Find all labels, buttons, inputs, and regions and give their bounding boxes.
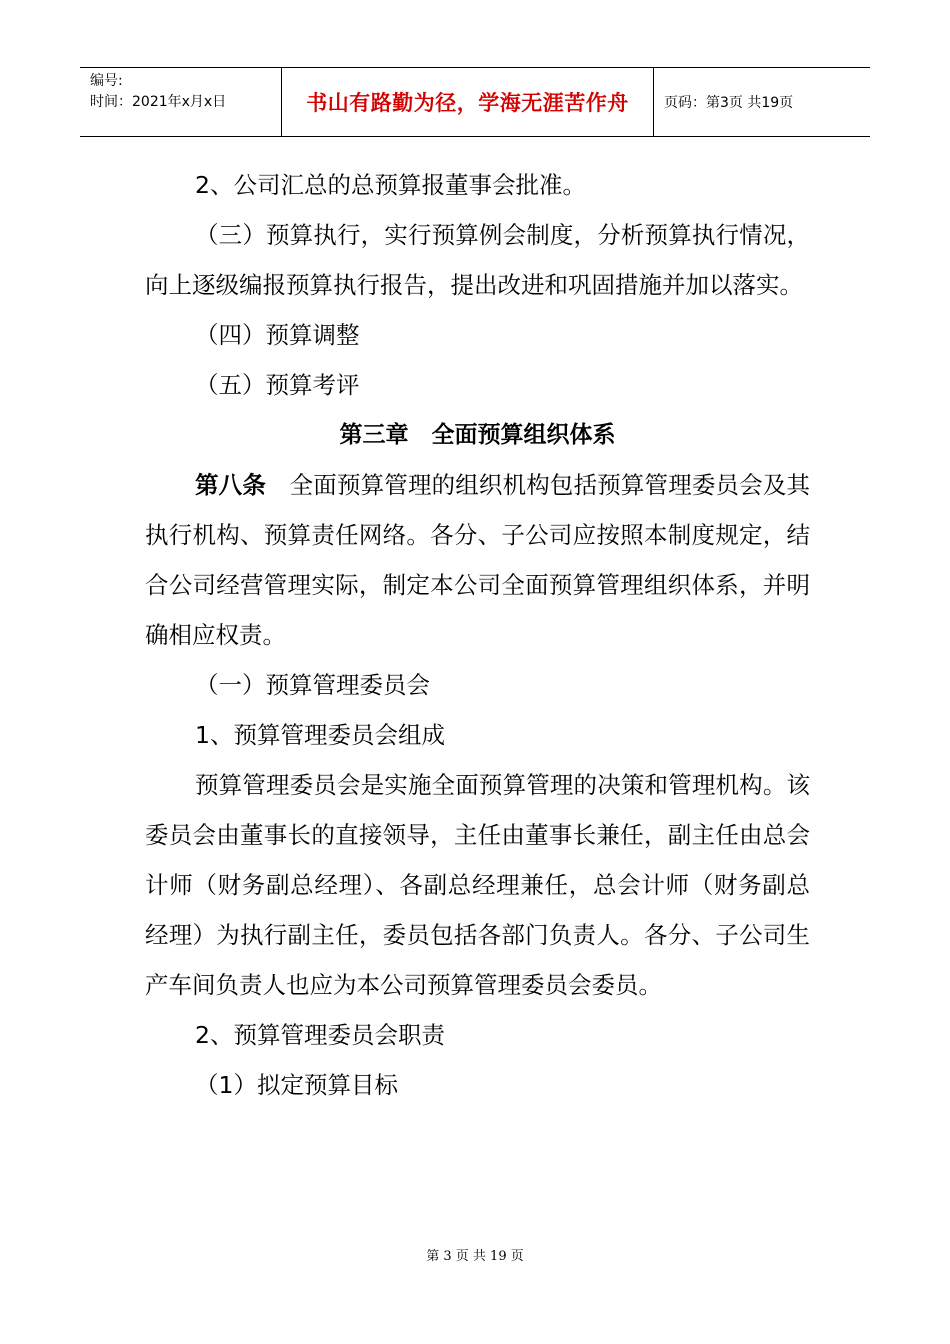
paragraph: （五）预算考评 <box>195 371 360 399</box>
header-motto: 书山有路勤为径，学海无涯苦作舟 <box>282 68 654 136</box>
paragraph: 预算管理委员会是实施全面预算管理的决策和管理机构。该委员会由董事长的直接领导，主任由董事长兼任，副主任由总会计师（财务副总经理）、各副总经理兼任，总会计师（财务副总经理）为执行副主任，委员包括各部门负责人。各分、子公司生产车间负责人也应为本公司预算管理委员会委员。 <box>145 771 810 999</box>
article-label: 第八条 <box>195 471 266 499</box>
paragraph: 1、预算管理委员会组成 <box>195 721 445 749</box>
header-number-label: 编号: <box>90 73 123 89</box>
paragraph: （四）预算调整 <box>195 321 360 349</box>
document-body <box>145 160 810 1110</box>
paragraph: （一）预算管理委员会 <box>195 671 430 699</box>
paragraph: 2、公司汇总的总预算报董事会批准。 <box>195 171 586 199</box>
page-footer: 第 3 页 共 19 页 <box>426 1249 524 1264</box>
chapter-heading: 第三章 全面预算组织体系 <box>339 422 616 448</box>
header-time-label: 时间：2021年x月x日 <box>90 94 227 110</box>
article-paragraph <box>145 460 810 660</box>
paragraph: （1）拟定预算目标 <box>195 1071 398 1099</box>
header-meta <box>80 68 282 136</box>
paragraph: （三）预算执行，实行预算例会制度，分析预算执行情况，向上逐级编报预算执行报告，提出改进和巩固措施并加以落实。 <box>145 221 810 299</box>
header-page-label: 页码：第3页 共19页 <box>664 95 794 111</box>
article-body: 全面预算管理的组织机构包括预算管理委员会及其执行机构、预算责任网络。各分、子公司应按照本制度规定，结合公司经营管理实际，制定本公司全面预算管理组织体系，并明确相应权责。 <box>145 471 811 649</box>
paragraph: 2、预算管理委员会职责 <box>195 1021 445 1049</box>
page-header <box>80 67 870 137</box>
